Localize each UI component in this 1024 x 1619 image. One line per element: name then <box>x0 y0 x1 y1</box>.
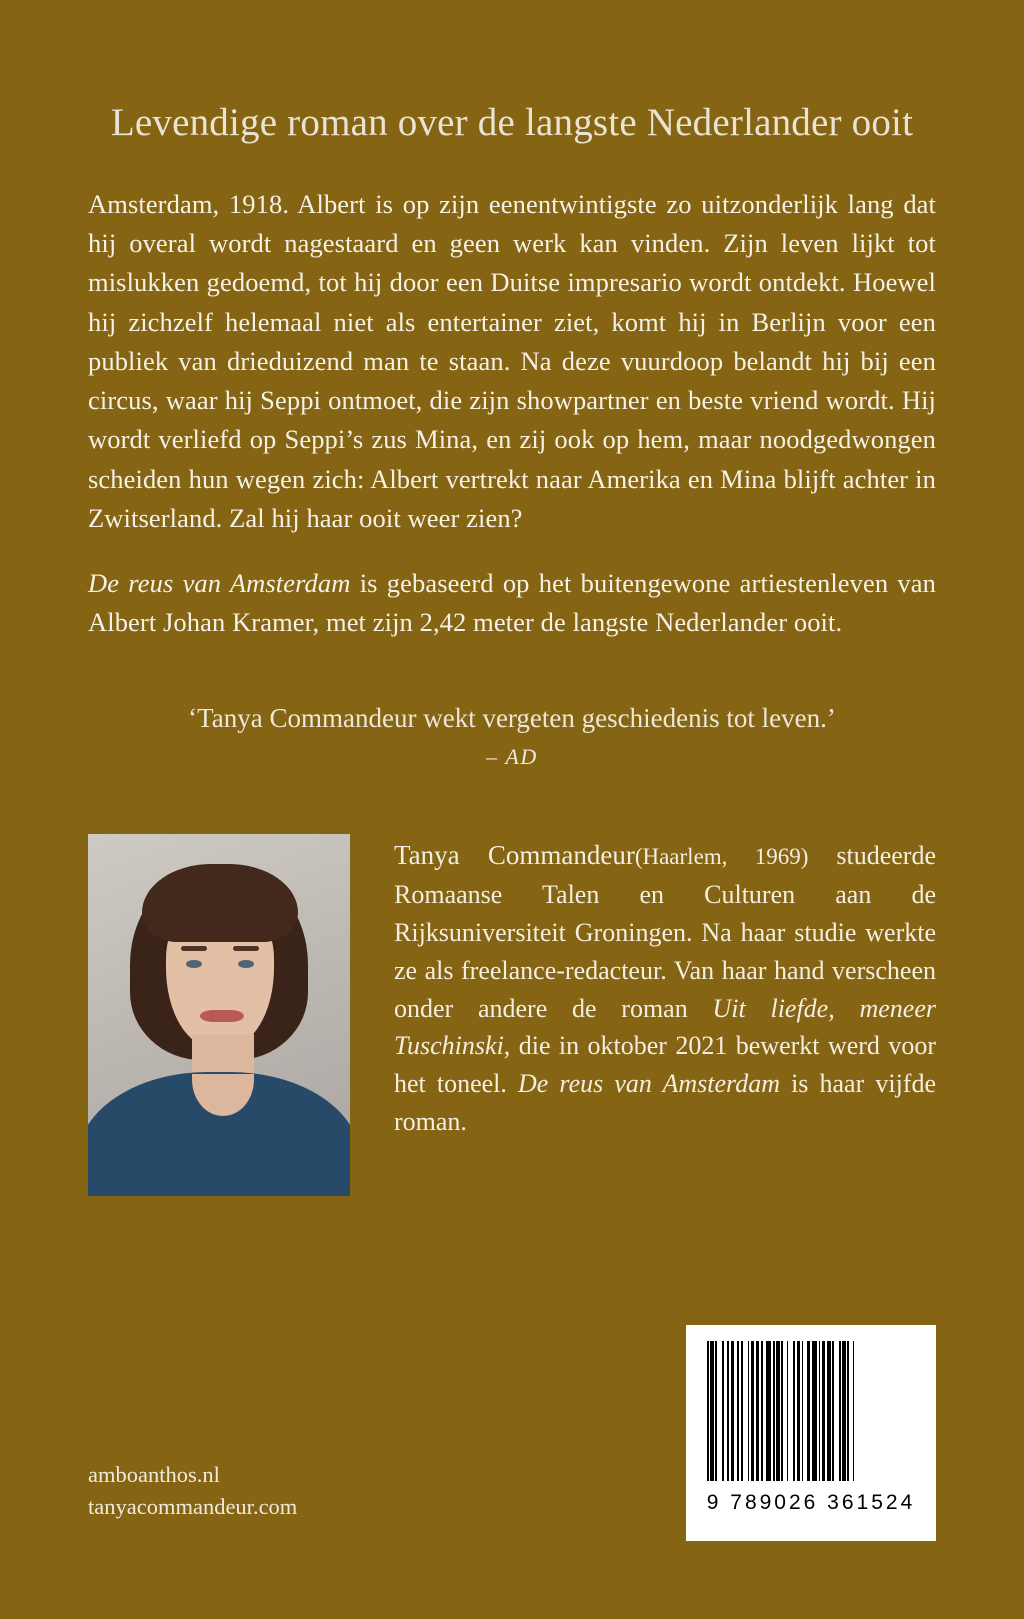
author-bio-part2: , die in oktober 2021 bewerkt werd voor het toneel. <box>394 1031 936 1099</box>
blurb-second-paragraph <box>88 538 936 642</box>
portrait-fringe <box>142 864 298 942</box>
publisher-website[interactable]: amboanthos.nl <box>88 1462 220 1488</box>
barcode-bars <box>707 1341 915 1481</box>
portrait-brow-left <box>181 946 207 951</box>
book-title-inline: De reus van Amsterdam <box>88 568 351 598</box>
author-portrait <box>88 834 350 1196</box>
author-bio-part3: is haar vijfde roman. <box>394 1069 936 1137</box>
blurb-second-rest: is gebaseerd op het buitengewone artiestenleven van Albert Johan Kramer, met zijn 2,42 meter de langste Nederlander ooit. <box>88 568 936 638</box>
review-quote-block <box>88 642 936 770</box>
author-birth: (Haarlem, 1969) <box>634 844 809 870</box>
author-bio-part1: studeerde Romaanse Talen en Culturen aan de Rijksuniversiteit Groningen. Na haar studie werkte ze als freelance-redacteur. Van haar hand verscheen onder andere de roman <box>394 841 937 1023</box>
author-name: Tanya Commandeur <box>394 840 635 871</box>
portrait-mouth <box>200 1010 244 1022</box>
page-title: Levendige roman over de langste Nederlander ooit <box>110 101 914 144</box>
author-website[interactable]: tanyacommandeur.com <box>88 1494 298 1520</box>
author-bio-title-2: De reus van Amsterdam <box>518 1069 780 1099</box>
review-source: – AD <box>486 744 538 770</box>
barcode <box>686 1325 936 1541</box>
review-quote: ‘Tanya Commandeur wekt vergeten geschiedenis tot leven.’ <box>188 703 836 734</box>
blurb-paragraph: Amsterdam, 1918. Albert is op zijn eenentwintigste zo uitzonderlijk lang dat hij overal wordt nagestaard en geen werk kan vinden. Zijn leven lijkt tot mislukken gedoemd, tot hij door een Duitse impresario wordt ontdekt. Hoewel hij zichzelf helemaal niet als entertainer ziet, komt hij in Berlijn voor een publiek van drieduizend man te staan. Na deze vuurdoop belandt hij bij een circus, waar hij Seppi ontmoet, die zijn showpartner en beste vriend wordt. Hij wordt verliefd op Seppi’s zus Mina, en zij ook op hem, maar noodgedwongen scheiden hun wegen zich: Albert vertrekt naar Amerika en Mina blijft achter in Zwitserland. Zal hij haar ooit weer zien? <box>88 189 936 533</box>
portrait-brow-right <box>233 946 259 951</box>
barcode-digits: 9 789026 361524 <box>706 1491 916 1514</box>
footer-links <box>88 1459 297 1523</box>
author-bio-title-1: Uit liefde, meneer Tuschinski <box>394 993 936 1061</box>
author-section <box>88 770 936 1196</box>
author-bio <box>394 834 936 1141</box>
